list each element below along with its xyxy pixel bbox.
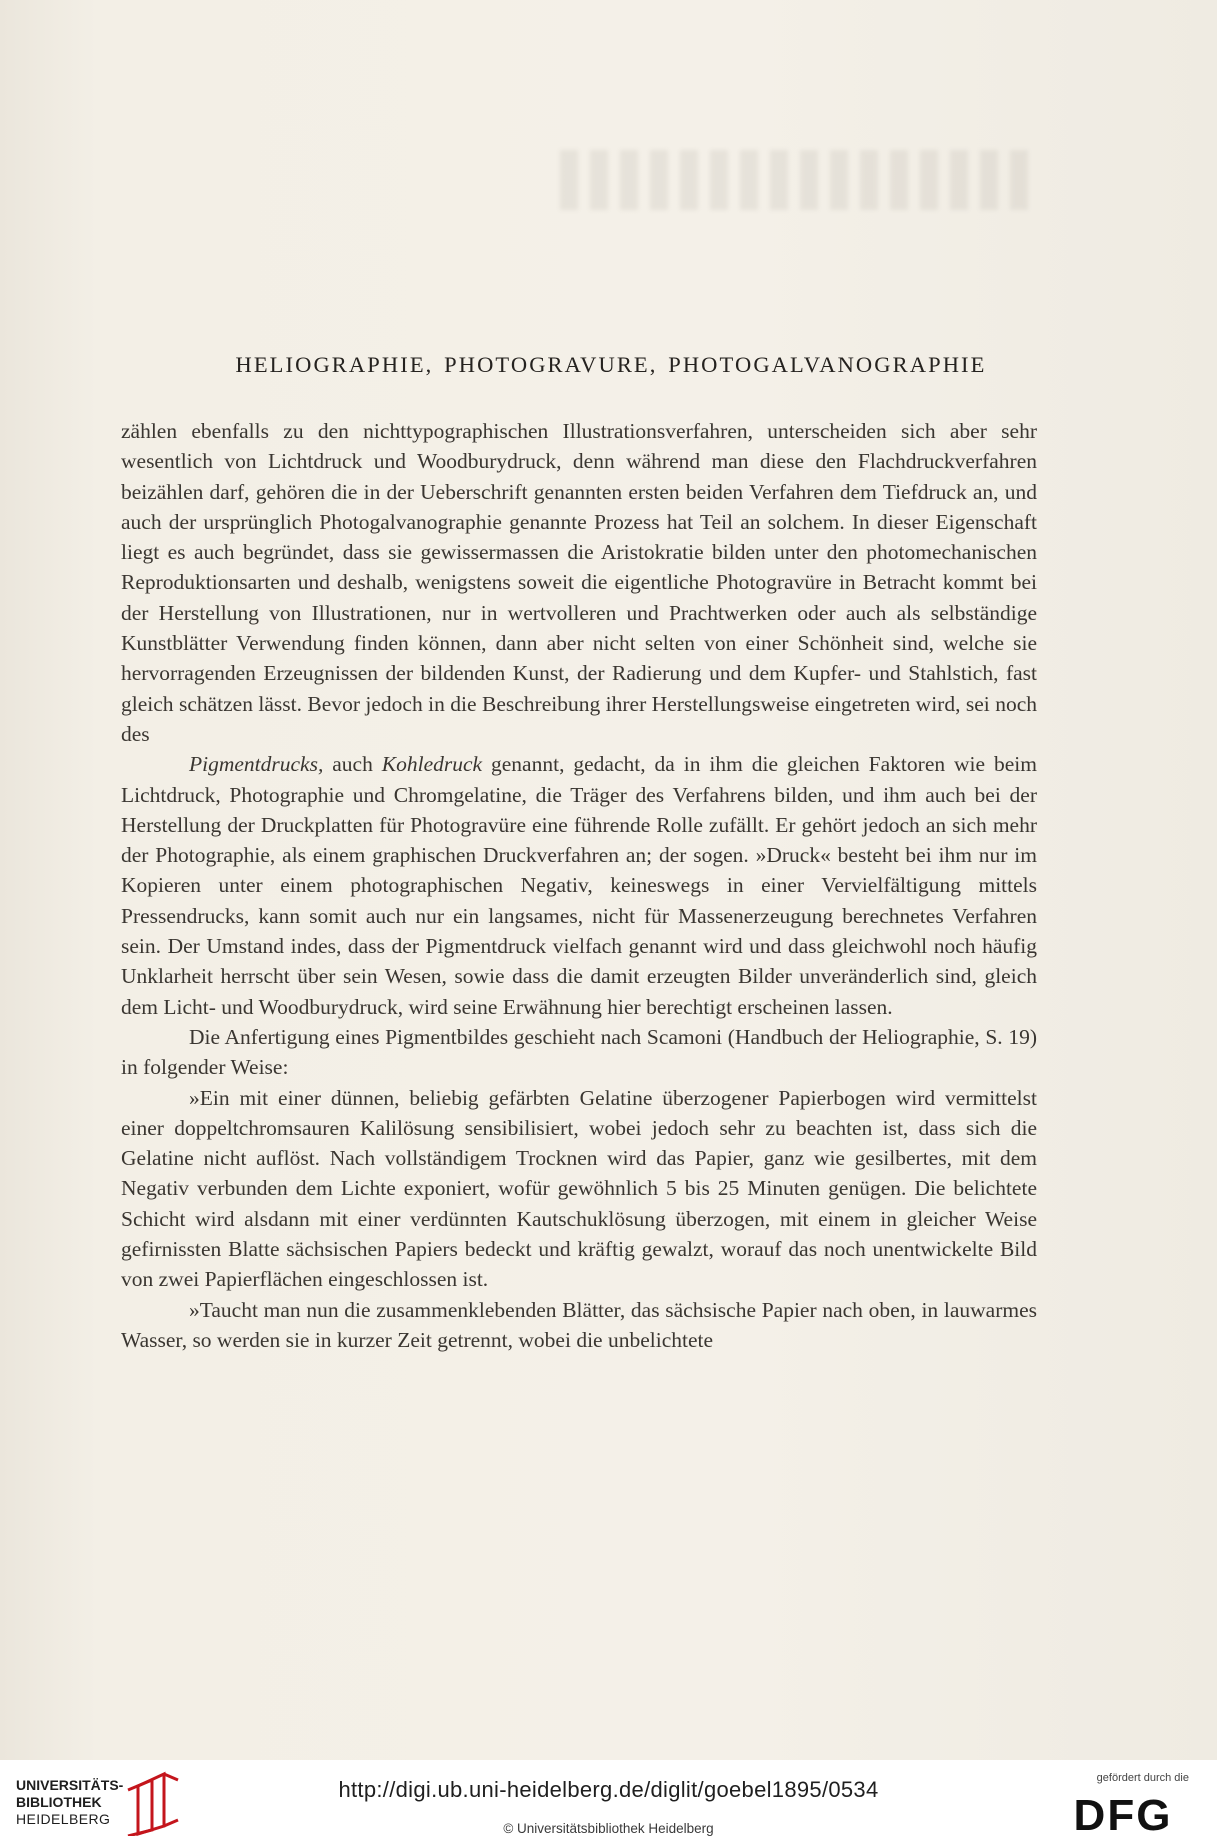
copyright-notice: © Universitätsbibliothek Heidelberg (503, 1821, 714, 1836)
body-text (121, 416, 1037, 1355)
italic-term: Pigmentdrucks, (189, 752, 324, 777)
bleed-through-shadow (560, 150, 1030, 210)
library-name-line3: HEIDELBERG (16, 1811, 111, 1827)
dfg-logo-icon (1059, 1792, 1187, 1834)
page-title: HELIOGRAPHIE, PHOTOGRAVURE, PHOTOGALVANOGRAPHIE (235, 352, 987, 377)
paragraph-text: zählen ebenfalls zu den nichttypographischen Illustrationsverfahren, unterscheiden sich aber sehr wesentlich von Lichtdruck und Woodburydruck, denn während man diese den Flachdruckverfahren beizählen darf, gehören die in der Ueberschrift genannten ersten beiden Verfahren dem Tiefdruck an, und auch der ursprünglich Photogalvanographie genannte Prozess hat Teil an solchem. In dieser Eigenschaft liegt es auch begründet, dass sie gewissermassen die Aristokratie bilden unter den photomechanischen Reproduktionsarten und deshalb, wenigstens soweit die eigentliche Photogravüre in Betracht kommt bei der Herstellung von Illustrationen, nur in wertvolleren und Prachtwerken oder auch als selbständige Kunstblätter Verwendung finden können, dann aber nicht selten von einer Schönheit sind, welche sie hervorragenden Erzeugnissen der bildenden Kunst, der Radierung und dem Kupfer- und Stahlstich, fast gleich schätzen lässt. Bevor jedoch in die Beschreibung ihrer Herstellungsweise eingetreten wird, sei noch des (121, 419, 1037, 746)
paragraph-text: Die Anfertigung eines Pigmentbildes geschieht nach Scamoni (Handbuch der Heliographie, S. 19) in folgender Weise: (121, 1024, 1037, 1080)
body-paragraph (121, 1295, 1037, 1356)
paragraph-text: »Taucht man nun die zusammenklebenden Blätter, das sächsische Papier nach oben, in lauwarmes Wasser, so werden sie in kurzer Zeit getrennt, wobei die unbelichtete (121, 1297, 1037, 1352)
paragraph-text: »Ein mit einer dünnen, beliebig gefärbten Gelatine überzogener Papierbogen wird vermittelst einer doppeltchromsauren Kalilösung sensibilisiert, wobei jedoch sehr zu beachten ist, dass sich die Gelatine nicht auflöst. Nach vollständigem Trocknen wird das Papier, ganz wie gesilbertes, mit dem Negativ verbunden dem Lichte exponiert, wofür gewöhnlich 5 bis 25 Minuten genügen. Die belichtete Schicht wird alsdann mit einer verdünnten Kautschuklösung überzogen, mit einem in gleicher Weise gefirnissten Blatte sächsischen Papiers bedeckt und kräftig gewalzt, worauf das noch unentwickelte Bild von zwei Papierflächen eingeschlossen ist. (121, 1085, 1037, 1292)
funding-note: gefördert durch die (1096, 1772, 1189, 1784)
body-paragraph (121, 1083, 1037, 1295)
paragraph-text: auch (323, 752, 382, 777)
italic-term: Kohledruck (381, 752, 483, 777)
permalink-url[interactable]: http://digi.ub.uni-heidelberg.de/diglit/goebel1895/0534 (338, 1777, 879, 1802)
paragraph-text: genannt, gedacht, da in ihm die gleichen Faktoren wie beim Lichtdruck, Photographie und Chromgelatine, die Träger des Verfahrens bilden, und ihm auch bei der Herstellung der Druckplatten für Photogravüre eine führende Rolle zufällt. Er gehört jedoch an sich mehr der Photographie, als einem graphischen Druckverfahren an; der sogen. »Druck« besteht bei ihm nur im Kopieren unter einem photographischen Negativ, keineswegs in einer Vervielfältigung mittels Pressendrucks, kann somit auch nur ein langsames, nicht für Massenerzeugung berechnetes Verfahren sein. Der Umstand indes, dass der Pigmentdruck vielfach genannt wird und dass gleichwohl noch häufig Unklarheit herrscht über sein Wesen, sowie dass die damit erzeugten Bilder unveränderlich sind, gleich dem Licht- und Woodburydruck, wird seine Erwähnung hier berechtigt erscheinen lassen. (121, 752, 1037, 1019)
body-paragraph (121, 416, 1037, 749)
dfg-logo-text: DFG (1073, 1792, 1173, 1834)
footer-bar (0, 1760, 1217, 1847)
body-paragraph (121, 1022, 1037, 1083)
body-paragraph (121, 749, 1037, 1022)
library-name-line1: UNIVERSITÄTS- (16, 1777, 124, 1793)
library-name-line2: BIBLIOTHEK (16, 1794, 102, 1810)
